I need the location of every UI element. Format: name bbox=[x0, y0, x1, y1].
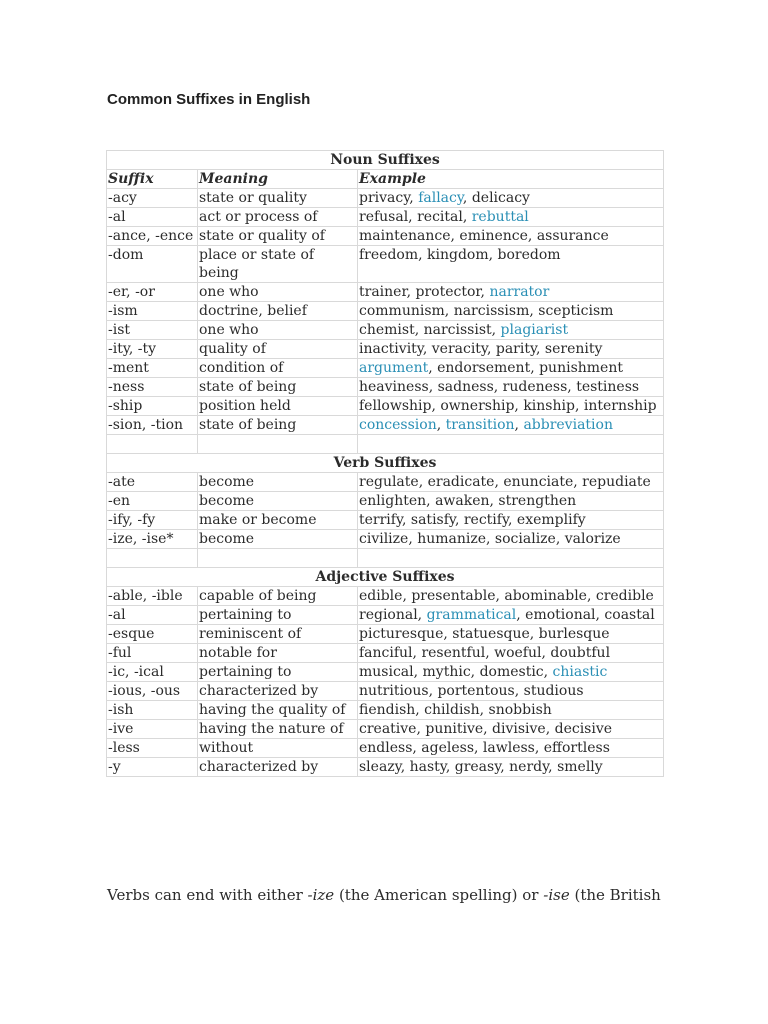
meaning-cell: state or quality bbox=[198, 189, 358, 208]
example-cell bbox=[358, 340, 664, 359]
suffix-cell: -ment bbox=[107, 359, 198, 378]
blank-cell bbox=[198, 549, 358, 568]
table-row bbox=[107, 720, 664, 739]
table-row bbox=[107, 587, 664, 606]
meaning-cell: having the quality of bbox=[198, 701, 358, 720]
meaning-cell: one who bbox=[198, 321, 358, 340]
suffix-table-body bbox=[107, 151, 664, 777]
suffix-cell: -less bbox=[107, 739, 198, 758]
meaning-cell: make or become bbox=[198, 511, 358, 530]
footnote-text: (the American spelling) or bbox=[334, 886, 544, 904]
example-cell bbox=[358, 189, 664, 208]
example-cell bbox=[358, 397, 664, 416]
suffix-cell: -er, -or bbox=[107, 283, 198, 302]
example-link[interactable]: concession bbox=[359, 417, 437, 433]
table-row bbox=[107, 606, 664, 625]
example-cell bbox=[358, 302, 664, 321]
suffix-cell: -ish bbox=[107, 701, 198, 720]
example-cell bbox=[358, 606, 664, 625]
meaning-cell: become bbox=[198, 492, 358, 511]
suffix-cell: -ify, -fy bbox=[107, 511, 198, 530]
footnote-ize: -ize bbox=[307, 886, 335, 904]
example-text: fanciful, resentful, woeful, doubtful bbox=[359, 645, 611, 661]
example-text: sleazy, hasty, greasy, nerdy, smelly bbox=[359, 759, 603, 775]
example-text: , endorsement, punishment bbox=[428, 360, 623, 376]
meaning-cell: act or process of bbox=[198, 208, 358, 227]
example-cell bbox=[358, 625, 664, 644]
table-header-row bbox=[107, 170, 664, 189]
suffix-cell: -ity, -ty bbox=[107, 340, 198, 359]
suffix-cell: -sion, -tion bbox=[107, 416, 198, 435]
example-text: chemist, narcissist, bbox=[359, 322, 501, 338]
table-section-row bbox=[107, 151, 664, 170]
suffix-cell: -ic, -ical bbox=[107, 663, 198, 682]
suffix-cell: -ist bbox=[107, 321, 198, 340]
example-link[interactable]: rebuttal bbox=[471, 209, 529, 225]
suffix-cell: -ship bbox=[107, 397, 198, 416]
meaning-cell: characterized by bbox=[198, 682, 358, 701]
example-text: terrify, satisfy, rectify, exemplify bbox=[359, 512, 586, 528]
meaning-cell: state or quality of bbox=[198, 227, 358, 246]
suffix-cell: -ism bbox=[107, 302, 198, 321]
table-section-row bbox=[107, 568, 664, 587]
example-link[interactable]: chiastic bbox=[552, 664, 608, 680]
meaning-cell: position held bbox=[198, 397, 358, 416]
blank-cell bbox=[198, 435, 358, 454]
example-link[interactable]: transition bbox=[445, 417, 515, 433]
table-row bbox=[107, 530, 664, 549]
table-row bbox=[107, 625, 664, 644]
example-cell bbox=[358, 321, 664, 340]
table-row bbox=[107, 378, 664, 397]
table-row bbox=[107, 227, 664, 246]
table-row bbox=[107, 283, 664, 302]
example-link[interactable]: grammatical bbox=[426, 607, 517, 623]
meaning-cell: place or state of being bbox=[198, 246, 358, 283]
suffix-cell: -ize, -ise* bbox=[107, 530, 198, 549]
example-text: regional, bbox=[359, 607, 427, 623]
example-text: regulate, eradicate, enunciate, repudiate bbox=[359, 474, 651, 490]
example-cell bbox=[358, 644, 664, 663]
table-row bbox=[107, 340, 664, 359]
table-row bbox=[107, 511, 664, 530]
table-row bbox=[107, 739, 664, 758]
table-row bbox=[107, 492, 664, 511]
example-cell bbox=[358, 416, 664, 435]
example-cell bbox=[358, 682, 664, 701]
suffix-cell: -ful bbox=[107, 644, 198, 663]
example-cell bbox=[358, 359, 664, 378]
blank-cell bbox=[358, 549, 664, 568]
suffix-cell: -al bbox=[107, 606, 198, 625]
meaning-cell: without bbox=[198, 739, 358, 758]
example-cell bbox=[358, 701, 664, 720]
example-cell bbox=[358, 473, 664, 492]
suffix-table bbox=[106, 150, 664, 777]
column-header-example: Example bbox=[358, 170, 664, 189]
example-text: trainer, protector, bbox=[359, 284, 490, 300]
example-text: picturesque, statuesque, burlesque bbox=[359, 626, 610, 642]
example-link[interactable]: argument bbox=[359, 360, 429, 376]
footnote-ise: -ise bbox=[543, 886, 570, 904]
example-cell bbox=[358, 739, 664, 758]
meaning-cell: capable of being bbox=[198, 587, 358, 606]
blank-row bbox=[107, 435, 664, 454]
example-text: fellowship, ownership, kinship, internship bbox=[359, 398, 657, 414]
example-text: privacy, bbox=[359, 190, 419, 206]
table-row bbox=[107, 473, 664, 492]
table-row bbox=[107, 701, 664, 720]
table-row bbox=[107, 359, 664, 378]
table-row bbox=[107, 644, 664, 663]
example-text: , delicacy bbox=[462, 190, 530, 206]
table-row bbox=[107, 416, 664, 435]
meaning-cell: pertaining to bbox=[198, 606, 358, 625]
suffix-cell: -ness bbox=[107, 378, 198, 397]
example-cell bbox=[358, 720, 664, 739]
blank-cell bbox=[358, 435, 664, 454]
meaning-cell: state of being bbox=[198, 378, 358, 397]
suffix-cell: -dom bbox=[107, 246, 198, 283]
footnote-text: (the British bbox=[569, 886, 661, 904]
adjective-suffixes-heading: Adjective Suffixes bbox=[107, 568, 664, 587]
suffix-cell: -esque bbox=[107, 625, 198, 644]
suffix-cell: -acy bbox=[107, 189, 198, 208]
example-text: edible, presentable, abominable, credible bbox=[359, 588, 654, 604]
example-text: maintenance, eminence, assurance bbox=[359, 228, 609, 244]
example-cell bbox=[358, 246, 664, 283]
blank-cell bbox=[107, 549, 198, 568]
meaning-cell: quality of bbox=[198, 340, 358, 359]
example-cell bbox=[358, 208, 664, 227]
table-row bbox=[107, 758, 664, 777]
example-text: refusal, recital, bbox=[359, 209, 472, 225]
meaning-cell: one who bbox=[198, 283, 358, 302]
example-cell bbox=[358, 511, 664, 530]
example-cell bbox=[358, 758, 664, 777]
meaning-cell: become bbox=[198, 473, 358, 492]
table-row bbox=[107, 246, 664, 283]
example-text: nutritious, portentous, studious bbox=[359, 683, 584, 699]
footnote-text: Verbs can end with either bbox=[107, 886, 308, 904]
meaning-cell: reminiscent of bbox=[198, 625, 358, 644]
example-cell bbox=[358, 227, 664, 246]
meaning-cell: pertaining to bbox=[198, 663, 358, 682]
meaning-cell: notable for bbox=[198, 644, 358, 663]
suffix-cell: -ance, -ence bbox=[107, 227, 198, 246]
meaning-cell: condition of bbox=[198, 359, 358, 378]
meaning-cell: doctrine, belief bbox=[198, 302, 358, 321]
example-cell bbox=[358, 530, 664, 549]
example-cell bbox=[358, 283, 664, 302]
example-link[interactable]: narrator bbox=[489, 284, 550, 300]
meaning-cell: state of being bbox=[198, 416, 358, 435]
suffix-cell: -ive bbox=[107, 720, 198, 739]
table-row bbox=[107, 208, 664, 227]
example-text: , emotional, coastal bbox=[516, 607, 655, 623]
example-text: heaviness, sadness, rudeness, testiness bbox=[359, 379, 640, 395]
example-text: enlighten, awaken, strengthen bbox=[359, 493, 577, 509]
column-header-suffix: Suffix bbox=[107, 170, 198, 189]
suffix-cell: -ate bbox=[107, 473, 198, 492]
example-text: , bbox=[436, 417, 446, 433]
meaning-cell: characterized by bbox=[198, 758, 358, 777]
suffix-cell: -able, -ible bbox=[107, 587, 198, 606]
suffix-cell: -al bbox=[107, 208, 198, 227]
example-text: creative, punitive, divisive, decisive bbox=[359, 721, 613, 737]
example-link[interactable]: abbreviation bbox=[523, 417, 613, 433]
example-text: communism, narcissism, scepticism bbox=[359, 303, 614, 319]
table-row bbox=[107, 682, 664, 701]
example-text: inactivity, veracity, parity, serenity bbox=[359, 341, 603, 357]
table-row bbox=[107, 302, 664, 321]
example-text: fiendish, childish, snobbish bbox=[359, 702, 552, 718]
example-text: civilize, humanize, socialize, valorize bbox=[359, 531, 621, 547]
table-row bbox=[107, 397, 664, 416]
suffix-cell: -ious, -ous bbox=[107, 682, 198, 701]
example-cell bbox=[358, 587, 664, 606]
example-cell bbox=[358, 663, 664, 682]
example-text: musical, mythic, domestic, bbox=[359, 664, 553, 680]
page-title: Common Suffixes in English bbox=[107, 91, 311, 108]
verb-suffixes-heading: Verb Suffixes bbox=[107, 454, 664, 473]
suffix-cell: -y bbox=[107, 758, 198, 777]
column-header-meaning: Meaning bbox=[198, 170, 358, 189]
blank-cell bbox=[107, 435, 198, 454]
table-row bbox=[107, 189, 664, 208]
noun-suffixes-heading: Noun Suffixes bbox=[107, 151, 664, 170]
example-link[interactable]: plagiarist bbox=[500, 322, 569, 338]
suffix-cell: -en bbox=[107, 492, 198, 511]
example-text: , bbox=[514, 417, 524, 433]
example-cell bbox=[358, 378, 664, 397]
example-cell bbox=[358, 492, 664, 511]
footnote bbox=[107, 886, 661, 904]
table-section-row bbox=[107, 454, 664, 473]
example-text: freedom, kingdom, boredom bbox=[359, 247, 561, 263]
blank-row bbox=[107, 549, 664, 568]
example-link[interactable]: fallacy bbox=[418, 190, 463, 206]
table-row bbox=[107, 663, 664, 682]
table-row bbox=[107, 321, 664, 340]
example-text: endless, ageless, lawless, effortless bbox=[359, 740, 610, 756]
meaning-cell: become bbox=[198, 530, 358, 549]
meaning-cell: having the nature of bbox=[198, 720, 358, 739]
